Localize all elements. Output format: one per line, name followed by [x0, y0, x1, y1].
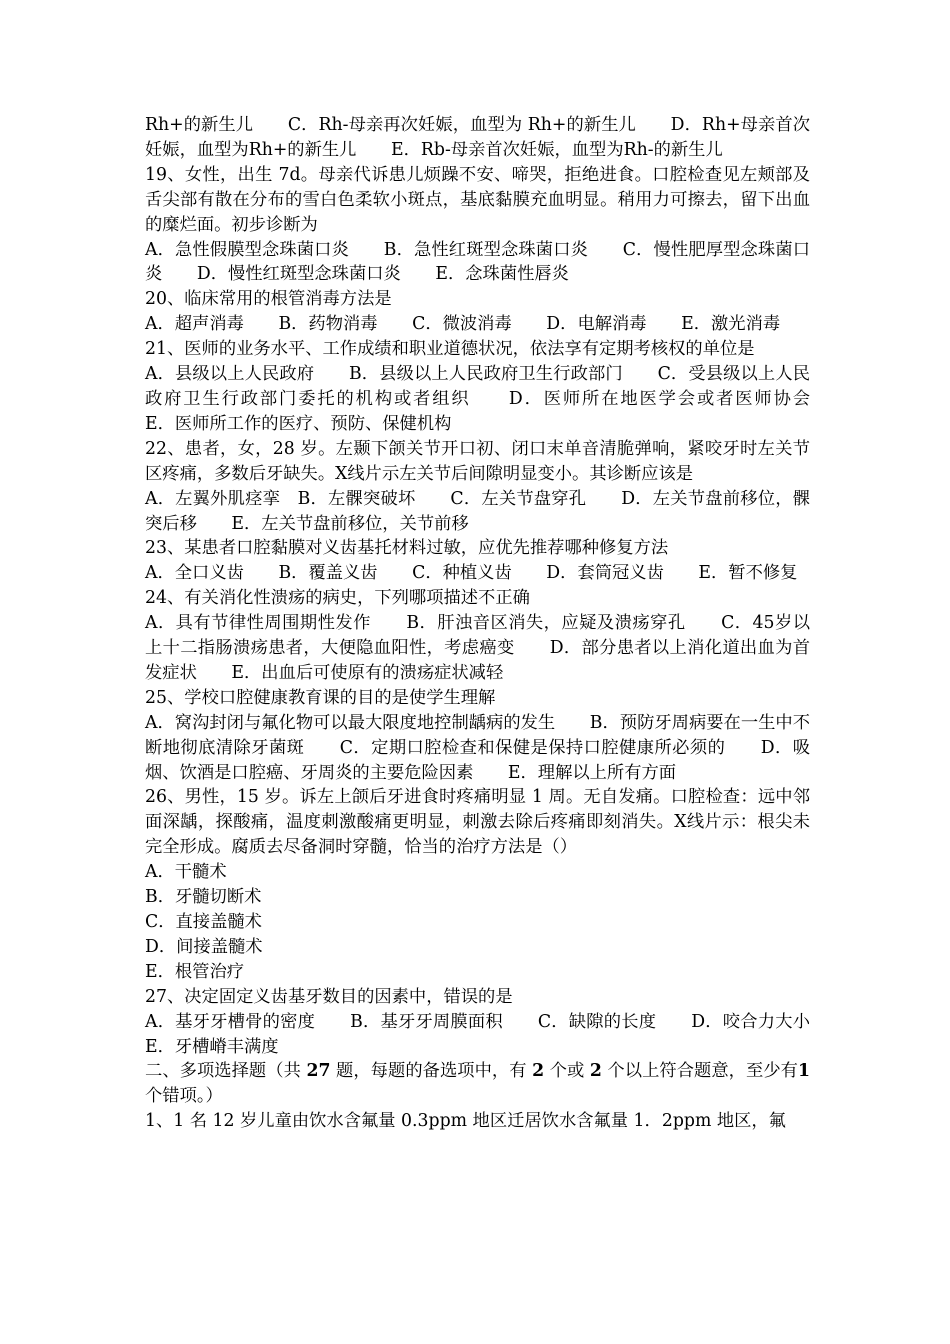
options-20: A．超声消毒 B．药物消毒 C．微波消毒 D．电解消毒 E．激光消毒 — [145, 314, 781, 335]
section-mid3: 个以上符合题意，至少有 — [601, 1061, 798, 1082]
question-21: 21、医师的业务水平、工作成绩和职业道德状况，依法享有定期考核权的单位是 — [145, 339, 755, 360]
option-26-a: A．干髓术 — [145, 862, 227, 883]
question-22: 22、患者，女，28 岁。左颞下颌关节开口初、闭口末单音清脆弹响，紧咬牙时左关节区疼痛，多数后牙缺失。X线片示左关节后间隙明显变小。其诊断应该是 — [145, 438, 810, 484]
options-22: A．左翼外肌痉挛 B．左髁突破坏 C．左关节盘穿孔 D．左关节盘前移位，髁突后移 E．左关节盘前移位，关节前移 — [145, 488, 810, 534]
question-25: 25、学校口腔健康教育课的目的是使学生理解 — [145, 687, 496, 708]
option-26-b: B．牙髓切断术 — [145, 887, 262, 908]
section-n2: 2 — [589, 1061, 602, 1082]
question-24: 24、有关消化性溃疡的病史，下列哪项描述不正确 — [145, 588, 530, 609]
question-23: 23、某患者口腔黏膜对义齿基托材料过敏，应优先推荐哪种修复方法 — [145, 538, 669, 559]
question-19: 19、女性，出生 7d。母亲代诉患儿烦躁不安、啼哭，拒绝进食。口腔检查见左颊部及舌尖部有散在分布的雪白色柔软小斑点，基底黏膜充血明显。稍用力可擦去，留下出血的糜烂面。初步诊断为 — [145, 164, 810, 235]
multi-question-1: 1、1 名 12 岁儿童由饮水含氟量 0.3ppm 地区迁居饮水含氟量 1．2ppm 地区，氟 — [145, 1111, 786, 1132]
section-n1: 2 — [532, 1061, 545, 1082]
options-19: A．急性假膜型念珠菌口炎 B．急性红斑型念珠菌口炎 C．慢性肥厚型念珠菌口炎 D．慢性红斑型念珠菌口炎 E．念珠菌性唇炎 — [145, 239, 810, 285]
section-mid2: 个或 — [544, 1061, 590, 1082]
options-23: A．全口义齿 B．覆盖义齿 C．种植义齿 D．套筒冠义齿 E．暂不修复 — [145, 563, 798, 584]
question-20: 20、临床常用的根管消毒方法是 — [145, 289, 392, 310]
text-line-1: Rh+的新生儿 C．Rh-母亲再次妊娠，血型为 Rh+的新生儿 D．Rh+母亲首次妊娠，血型为Rh+的新生儿 E．Rb-母亲首次妊娠，血型为Rh-的新生儿 — [145, 115, 810, 160]
section-count: 27 — [306, 1061, 331, 1082]
question-26: 26、男性，15 岁。诉左上颌后牙进食时疼痛明显 1 周。无自发痛。口腔检查：远中邻面深龋，探酸痛，温度刺激酸痛更明显，刺激去除后疼痛即刻消失。X线片示：根尖未完全形成。腐质去尽备洞时穿髓，恰当的治疗方法是（） — [145, 787, 810, 858]
question-27: 27、决定固定义齿基牙数目的因素中，错误的是 — [145, 986, 513, 1007]
section-suffix: 个错项。） — [145, 1086, 223, 1107]
options-25: A．窝沟封闭与氟化物可以最大限度地控制龋病的发生 B．预防牙周病要在一生中不断地彻底清除牙菌斑 C．定期口腔检查和保健是保持口腔健康所必须的 D．吸烟、饮酒是口腔癌、牙周炎的主要危险因素 E．理解以上所有方面 — [145, 712, 810, 783]
option-26-d: D．间接盖髓术 — [145, 936, 263, 957]
section-n3: 1 — [797, 1061, 810, 1082]
section-mid: 题，每题的备选项中，有 — [330, 1061, 533, 1082]
option-26-c: C．直接盖髓术 — [145, 912, 262, 932]
options-21: A．县级以上人民政府 B．县级以上人民政府卫生行政部门 C．受县级以上人民政府卫生行政部门委托的机构或者组织 D．医师所在地医学会或者医师协会 E．医师所工作的医疗、预防、保健机构 — [145, 364, 845, 434]
section-prefix: 二、多项选择题（共 — [145, 1061, 307, 1082]
document-page — [145, 113, 845, 1134]
options-24: A．具有节律性周围期性发作 B．肝浊音区消失，应疑及溃疡穿孔 C．45岁以上十二指肠溃疡患者，大便隐血阳性，考虑癌变 D．部分患者以上消化道出血为首发症状 E．出血后可使原有的溃疡症状减轻 — [145, 613, 810, 683]
options-27: A．基牙牙槽骨的密度 B．基牙牙周膜面积 C．缺隙的长度 D．咬合力大小 E．牙槽嵴丰满度 — [145, 1011, 845, 1057]
option-26-e: E．根管治疗 — [145, 961, 245, 982]
section-heading-multiple-choice — [145, 1059, 810, 1109]
